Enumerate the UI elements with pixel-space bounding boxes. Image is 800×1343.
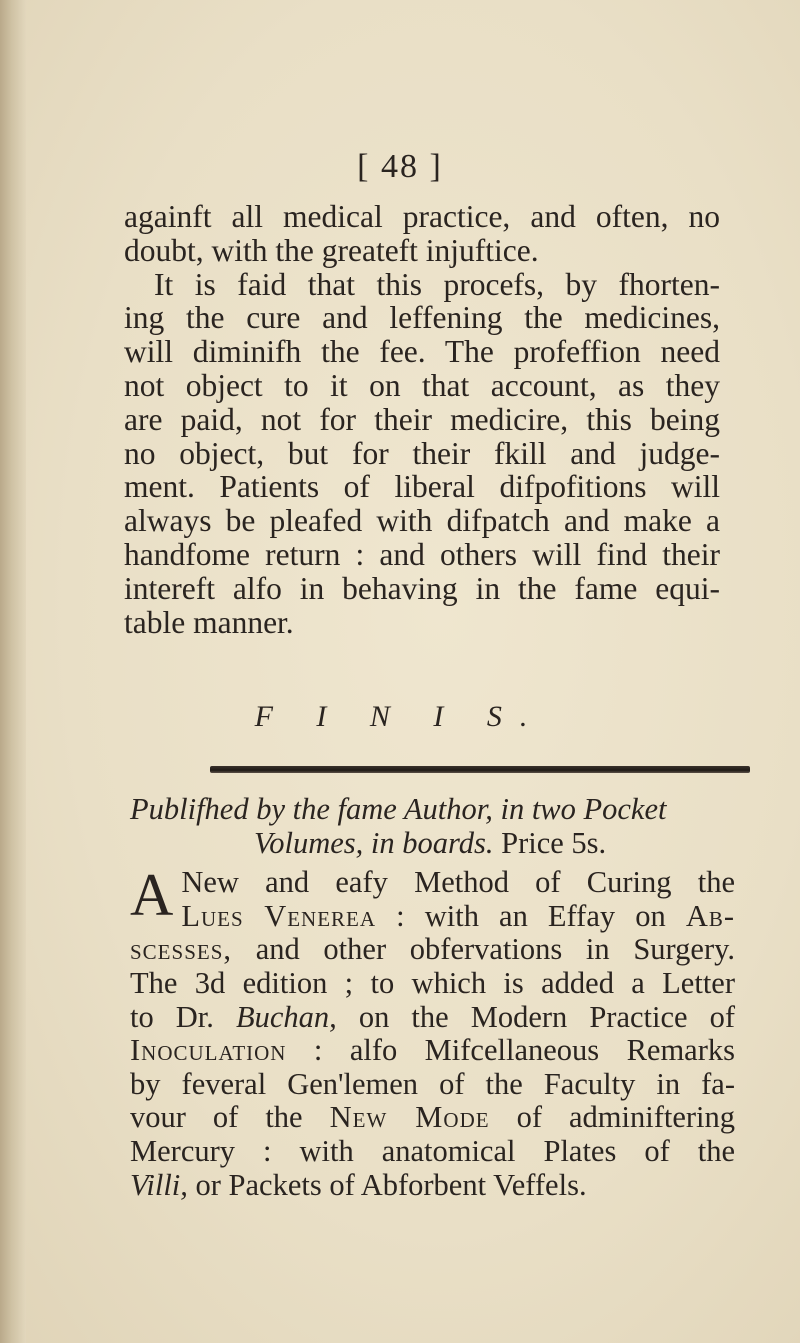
adv-line: The 3d edition ; to which is added a Letter [130, 965, 735, 1000]
published-notice-sub [130, 827, 735, 861]
published-notice [130, 793, 735, 827]
body-line: It is faid that this procefs, by fhorten- [154, 266, 720, 302]
advertisement [130, 793, 735, 1202]
adv-line: New and eafy Method of Curing the [181, 865, 735, 900]
adv-line: scesses, and other obfervations in Surgery. [130, 932, 735, 967]
body-line: handfome return : and others will find their [124, 536, 720, 572]
body-line: always be pleafed with difpatch and make a [124, 503, 720, 539]
published-prefix: Publifhed by the fame Author, in two Pocket [130, 792, 667, 826]
price: Price 5s. [501, 825, 607, 860]
adv-line: by feveral Gen'lemen of the Faculty in fa- [130, 1066, 735, 1101]
body-line: ment. Patients of liberal difpofitions will [124, 469, 720, 505]
body-line: are paid, not for their medicire, this being [124, 401, 720, 437]
adv-line: Mercury : with anatomical Plates of the [130, 1133, 735, 1168]
dropcap: A [130, 862, 174, 929]
finis-heading: F I N I S. [254, 700, 546, 733]
body-line: no object, but for their fkill and judge- [124, 435, 720, 471]
page-number-header: [ 48 ] [357, 148, 443, 185]
body-line: will diminifh the fee. The profeffion need [124, 334, 720, 370]
binding-edge [0, 0, 26, 1343]
advertisement-body [130, 862, 736, 1202]
horizontal-rule [210, 766, 750, 773]
body-line: intereft alfo in behaving in the fame equi- [124, 570, 720, 606]
body-line: table manner. [124, 604, 294, 640]
adv-line: to Dr. Buchan, on the Modern Practice of [130, 999, 735, 1034]
body-line: not object to it on that account, as they [124, 367, 720, 403]
adv-line: vour of the New Mode of adminiftering [130, 1100, 736, 1135]
dropcap-paragraph [130, 862, 736, 933]
body-line: doubt, with the greateft injuftice. [124, 232, 539, 268]
body-text [124, 200, 720, 639]
adv-line: Lues Venerea : with an Effay on Ab- [181, 898, 736, 933]
body-line: ing the cure and leffening the medicines, [124, 300, 720, 336]
published-suffix: Volumes, in boards. [254, 825, 494, 860]
adv-line: Villi, or Packets of Abforbent Veffels. [130, 1167, 587, 1202]
body-line: againft all medical practice, and often, no [124, 199, 720, 234]
adv-line: Inoculation : alfo Mifcellaneous Remarks [130, 1033, 735, 1068]
